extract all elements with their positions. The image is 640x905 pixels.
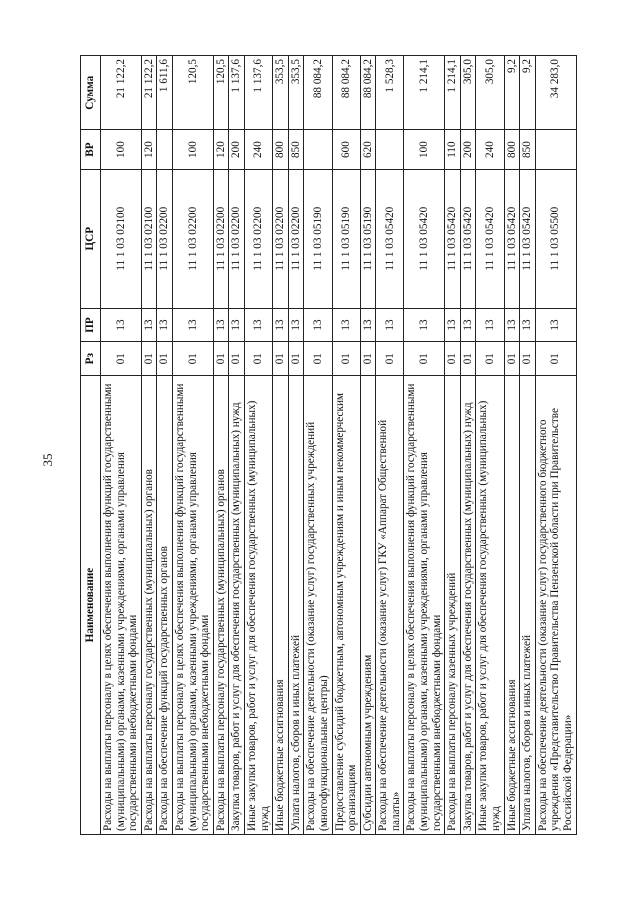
cell-name: Закупка товаров, работ и услуг для обеспечения государственных (муниципальных) нужд bbox=[229, 376, 245, 835]
cell-vr: 850 bbox=[288, 130, 304, 169]
cell-csr: 11 1 03 02200 bbox=[157, 169, 173, 308]
header-sum: Сумма bbox=[81, 56, 101, 130]
cell-csr: 11 1 03 02100 bbox=[141, 169, 157, 308]
cell-sum: 120,5 bbox=[172, 56, 213, 130]
cell-name: Иные бюджетные ассигнования bbox=[273, 376, 289, 835]
cell-sum: 1 137,6 bbox=[229, 56, 245, 130]
cell-name: Предоставление субсидий бюджетным, автономным учреждениям и иным некоммерческим организациям bbox=[332, 376, 360, 835]
cell-rz: 01 bbox=[520, 342, 536, 376]
cell-rz: 01 bbox=[460, 342, 476, 376]
cell-vr: 120 bbox=[213, 130, 229, 169]
cell-vr: 240 bbox=[476, 130, 504, 169]
cell-name: Закупка товаров, работ и услуг для обеспечения государственных (муниципальных) нужд bbox=[460, 376, 476, 835]
cell-csr: 11 1 03 05420 bbox=[404, 169, 445, 308]
cell-pr: 13 bbox=[172, 308, 213, 342]
cell-rz: 01 bbox=[244, 342, 272, 376]
cell-sum: 34 283,0 bbox=[535, 56, 576, 130]
cell-vr: 620 bbox=[360, 130, 376, 169]
cell-csr: 11 1 03 02200 bbox=[213, 169, 229, 308]
cell-vr: 120 bbox=[141, 130, 157, 169]
cell-name: Расходы на выплаты персоналу в целях обеспечения выполнения функций государственными (муниципальными) органами, казенными учреждениями, органами управления государственными внебюджетными фондами bbox=[404, 376, 445, 835]
cell-pr: 13 bbox=[404, 308, 445, 342]
table-row bbox=[101, 56, 142, 835]
cell-name: Расходы на обеспечение функций государственных органов bbox=[157, 376, 173, 835]
cell-sum: 1 214,1 bbox=[445, 56, 461, 130]
cell-csr: 11 1 03 05420 bbox=[504, 169, 520, 308]
table-row bbox=[304, 56, 332, 835]
cell-rz: 01 bbox=[141, 342, 157, 376]
cell-csr: 11 1 03 05420 bbox=[476, 169, 504, 308]
cell-vr: 600 bbox=[332, 130, 360, 169]
cell-pr: 13 bbox=[504, 308, 520, 342]
cell-name: Расходы на выплаты персоналу в целях обеспечения выполнения функций государственными (муниципальными) органами, казенными учреждениями, органами управления государственными внебюджетными фондами bbox=[101, 376, 142, 835]
table-row bbox=[229, 56, 245, 835]
cell-pr: 13 bbox=[445, 308, 461, 342]
cell-rz: 01 bbox=[229, 342, 245, 376]
cell-rz: 01 bbox=[504, 342, 520, 376]
cell-csr: 11 1 03 05420 bbox=[460, 169, 476, 308]
table-row bbox=[376, 56, 404, 835]
cell-csr: 11 1 03 05420 bbox=[445, 169, 461, 308]
cell-rz: 01 bbox=[172, 342, 213, 376]
budget-table bbox=[80, 55, 577, 835]
table-row bbox=[288, 56, 304, 835]
cell-name: Иные бюджетные ассигнования bbox=[504, 376, 520, 835]
cell-rz: 01 bbox=[332, 342, 360, 376]
cell-rz: 01 bbox=[213, 342, 229, 376]
cell-pr: 13 bbox=[273, 308, 289, 342]
cell-vr bbox=[304, 130, 332, 169]
cell-csr: 11 1 03 05190 bbox=[360, 169, 376, 308]
cell-vr: 800 bbox=[273, 130, 289, 169]
cell-rz: 01 bbox=[404, 342, 445, 376]
cell-vr: 850 bbox=[520, 130, 536, 169]
table-row bbox=[172, 56, 213, 835]
table-row bbox=[504, 56, 520, 835]
cell-name: Иные закупки товаров, работ и услуг для обеспечения государственных (муниципальных) нужд bbox=[476, 376, 504, 835]
cell-rz: 01 bbox=[445, 342, 461, 376]
cell-vr: 100 bbox=[101, 130, 142, 169]
cell-csr: 11 1 03 05500 bbox=[535, 169, 576, 308]
cell-vr: 200 bbox=[460, 130, 476, 169]
header-rz: Рз bbox=[81, 342, 101, 376]
cell-rz: 01 bbox=[157, 342, 173, 376]
cell-pr: 13 bbox=[229, 308, 245, 342]
cell-rz: 01 bbox=[273, 342, 289, 376]
cell-pr: 13 bbox=[535, 308, 576, 342]
cell-name: Уплата налогов, сборов и иных платежей bbox=[288, 376, 304, 835]
cell-name: Уплата налогов, сборов и иных платежей bbox=[520, 376, 536, 835]
cell-pr: 13 bbox=[157, 308, 173, 342]
cell-pr: 13 bbox=[520, 308, 536, 342]
cell-sum: 88 084,2 bbox=[360, 56, 376, 130]
header-pr: ПР bbox=[81, 308, 101, 342]
cell-rz: 01 bbox=[101, 342, 142, 376]
cell-csr: 11 1 03 02200 bbox=[273, 169, 289, 308]
cell-csr: 11 1 03 05420 bbox=[520, 169, 536, 308]
cell-pr: 13 bbox=[288, 308, 304, 342]
cell-pr: 13 bbox=[360, 308, 376, 342]
table-row bbox=[476, 56, 504, 835]
header-csr: ЦСР bbox=[81, 169, 101, 308]
cell-csr: 11 1 03 02200 bbox=[229, 169, 245, 308]
cell-rz: 01 bbox=[476, 342, 504, 376]
cell-name: Расходы на выплаты персоналу в целях обеспечения выполнения функций государственными (муниципальными) органами, казенными учреждениями, органами управления государственными внебюджетными фондами bbox=[172, 376, 213, 835]
table-row bbox=[332, 56, 360, 835]
budget-table-page bbox=[80, 55, 575, 835]
table-row bbox=[157, 56, 173, 835]
cell-name: Расходы на выплаты персоналу государственных (муниципальных) органов bbox=[213, 376, 229, 835]
cell-rz: 01 bbox=[360, 342, 376, 376]
cell-rz: 01 bbox=[304, 342, 332, 376]
table-row bbox=[213, 56, 229, 835]
cell-sum: 88 084,2 bbox=[304, 56, 332, 130]
table-row bbox=[360, 56, 376, 835]
table-header-row bbox=[81, 56, 101, 835]
cell-vr bbox=[535, 130, 576, 169]
cell-pr: 13 bbox=[332, 308, 360, 342]
header-name: Наименование bbox=[81, 376, 101, 835]
cell-name: Субсидии автономным учреждениям bbox=[360, 376, 376, 835]
cell-sum: 353,5 bbox=[288, 56, 304, 130]
cell-rz: 01 bbox=[376, 342, 404, 376]
cell-name: Расходы на обеспечение деятельности (оказание услуг) ГКУ «Аппарат Общественной палаты» bbox=[376, 376, 404, 835]
cell-pr: 13 bbox=[376, 308, 404, 342]
cell-sum: 120,5 bbox=[213, 56, 229, 130]
cell-pr: 13 bbox=[476, 308, 504, 342]
table-row bbox=[520, 56, 536, 835]
cell-vr bbox=[376, 130, 404, 169]
table-row bbox=[141, 56, 157, 835]
cell-name: Расходы на обеспечение деятельности (оказание услуг) государственных учреждений (многофункциональные центры) bbox=[304, 376, 332, 835]
cell-pr: 13 bbox=[141, 308, 157, 342]
cell-csr: 11 1 03 05190 bbox=[332, 169, 360, 308]
cell-pr: 13 bbox=[213, 308, 229, 342]
cell-csr: 11 1 03 02200 bbox=[244, 169, 272, 308]
cell-csr: 11 1 03 05420 bbox=[376, 169, 404, 308]
cell-sum: 9,2 bbox=[520, 56, 536, 130]
table-row bbox=[273, 56, 289, 835]
table-row bbox=[535, 56, 576, 835]
table-row bbox=[244, 56, 272, 835]
cell-sum: 305,0 bbox=[476, 56, 504, 130]
cell-name: Иные закупки товаров, работ и услуг для обеспечения государственных (муниципальных) нужд bbox=[244, 376, 272, 835]
cell-sum: 1 528,3 bbox=[376, 56, 404, 130]
header-vr: ВР bbox=[81, 130, 101, 169]
table-row bbox=[445, 56, 461, 835]
cell-name: Расходы на выплаты персоналу казенных учреждений bbox=[445, 376, 461, 835]
cell-sum: 88 084,2 bbox=[332, 56, 360, 130]
cell-rz: 01 bbox=[535, 342, 576, 376]
cell-vr: 800 bbox=[504, 130, 520, 169]
cell-pr: 13 bbox=[460, 308, 476, 342]
cell-pr: 13 bbox=[304, 308, 332, 342]
table-row bbox=[460, 56, 476, 835]
cell-pr: 13 bbox=[244, 308, 272, 342]
cell-vr bbox=[157, 130, 173, 169]
cell-sum: 21 122,2 bbox=[101, 56, 142, 130]
cell-sum: 353,5 bbox=[273, 56, 289, 130]
cell-sum: 305,0 bbox=[460, 56, 476, 130]
cell-csr: 11 1 03 02100 bbox=[101, 169, 142, 308]
cell-rz: 01 bbox=[288, 342, 304, 376]
cell-csr: 11 1 03 05190 bbox=[304, 169, 332, 308]
cell-sum: 21 122,2 bbox=[141, 56, 157, 130]
cell-csr: 11 1 03 02200 bbox=[288, 169, 304, 308]
cell-vr: 240 bbox=[244, 130, 272, 169]
cell-name: Расходы на выплаты персоналу государственных (муниципальных) органов bbox=[141, 376, 157, 835]
cell-vr: 110 bbox=[445, 130, 461, 169]
cell-vr: 100 bbox=[172, 130, 213, 169]
cell-vr: 100 bbox=[404, 130, 445, 169]
page-number: 35 bbox=[40, 453, 55, 467]
cell-sum: 9,2 bbox=[504, 56, 520, 130]
cell-sum: 1 137,6 bbox=[244, 56, 272, 130]
cell-sum: 1 214,1 bbox=[404, 56, 445, 130]
cell-vr: 200 bbox=[229, 130, 245, 169]
table-row bbox=[404, 56, 445, 835]
cell-sum: 1 611,6 bbox=[157, 56, 173, 130]
cell-pr: 13 bbox=[101, 308, 142, 342]
cell-name: Расходы на обеспечение деятельности (оказание услуг) государственного бюджетного учреждения «Представительство Правительства Пензенской области при Правительстве Российской Федерации» bbox=[535, 376, 576, 835]
cell-csr: 11 1 03 02200 bbox=[172, 169, 213, 308]
